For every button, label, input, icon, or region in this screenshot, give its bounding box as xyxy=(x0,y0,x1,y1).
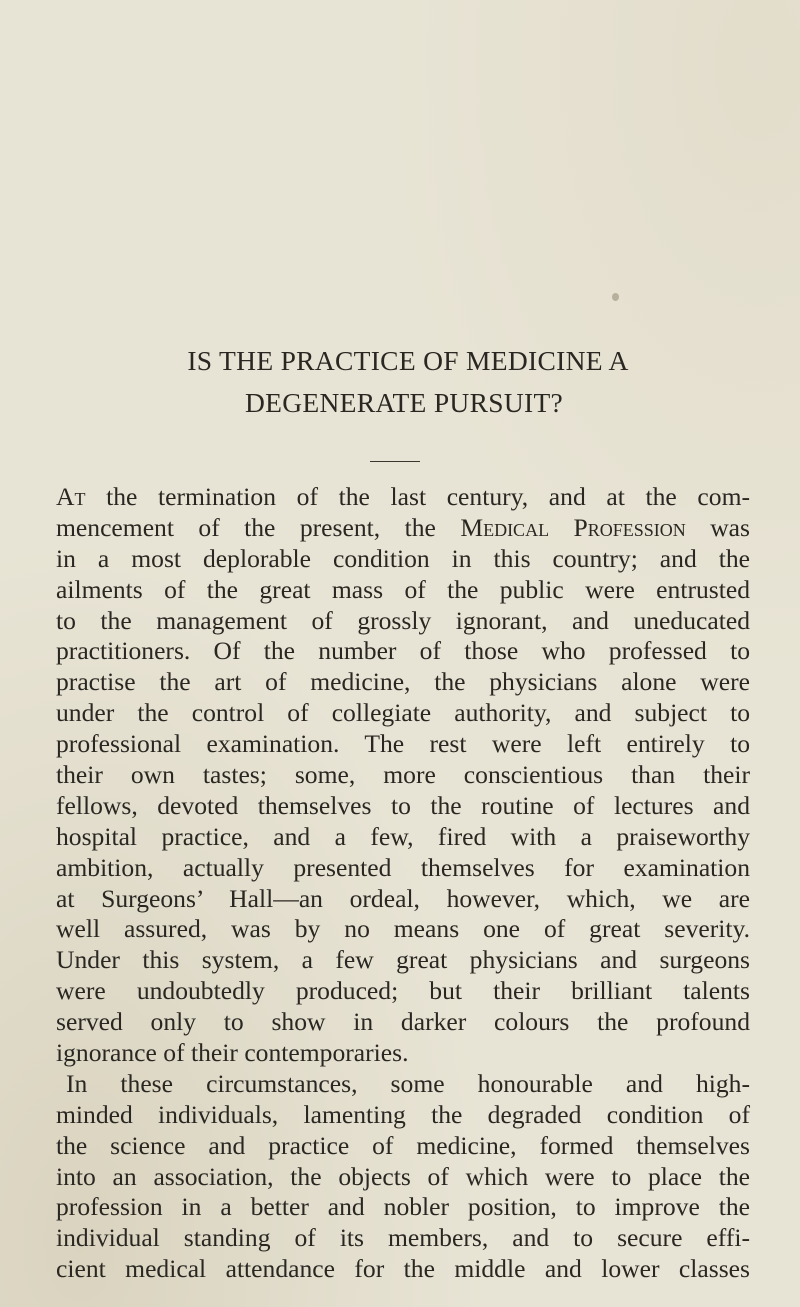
text-fragment: mencement of the present, the xyxy=(56,512,461,542)
text-line: their own tastes; some, more conscientious than their xyxy=(56,760,750,790)
text-line: the science and practice of medicine, formed themselves xyxy=(56,1130,750,1160)
text-line: cient medical attendance for the middle and lower classes xyxy=(56,1254,750,1284)
text-line: practitioners. Of the number of those who professed to xyxy=(56,636,750,666)
text-fragment: the termination of the last century, and at the com- xyxy=(85,482,750,511)
emphasis-medical-profession: Medical Profession xyxy=(460,512,686,542)
text-line: minded individuals, lamenting the degraded condition of xyxy=(56,1099,750,1129)
text-line: were undoubtedly produced; but their brilliant talents xyxy=(56,976,750,1006)
text-line xyxy=(56,482,750,513)
text-line: in a most deplorable condition in this country; and the xyxy=(56,543,750,573)
text-line: individual standing of its members, and to secure effi- xyxy=(56,1223,750,1253)
paper-blemish xyxy=(612,293,619,301)
chapter-title-line-1: IS THE PRACTICE OF MEDICINE A xyxy=(187,345,629,376)
text-line xyxy=(56,513,750,544)
text-line: well assured, was by no means one of great severity. xyxy=(56,914,750,944)
text-line: under the control of collegiate authority, and subject to xyxy=(56,698,750,728)
text-line: Under this system, a few great physicians and surgeons xyxy=(56,945,750,975)
text-line: to the management of grossly ignorant, and uneducated xyxy=(56,605,750,635)
text-line: at Surgeons’ Hall—an ordeal, however, which, we are xyxy=(56,883,750,913)
text-line: professional examination. The rest were left entirely to xyxy=(56,729,750,759)
body-text xyxy=(56,482,750,1285)
text-line: In these circumstances, some honourable and high- xyxy=(66,1068,750,1098)
lead-word: At xyxy=(56,482,86,511)
text-line: served only to show in darker colours the profound xyxy=(56,1007,750,1037)
text-line: profession in a better and nobler position, to improve the xyxy=(56,1192,750,1222)
text-line: ailments of the great mass of the public were entrusted xyxy=(56,574,750,604)
text-line: practise the art of medicine, the physicians alone were xyxy=(56,667,750,697)
chapter-title-line-2: DEGENERATE PURSUIT? xyxy=(244,387,564,418)
text-line: ambition, actually presented themselves for examination xyxy=(56,852,750,882)
text-line: into an association, the objects of which were to place the xyxy=(56,1161,750,1191)
text-line: fellows, devoted themselves to the routine of lectures and xyxy=(56,790,750,820)
text-fragment: was xyxy=(685,512,751,542)
title-divider xyxy=(370,461,420,462)
text-line: ignorance of their contemporaries. xyxy=(56,1038,409,1068)
text-line: hospital practice, and a few, fired with a praiseworthy xyxy=(56,821,750,851)
